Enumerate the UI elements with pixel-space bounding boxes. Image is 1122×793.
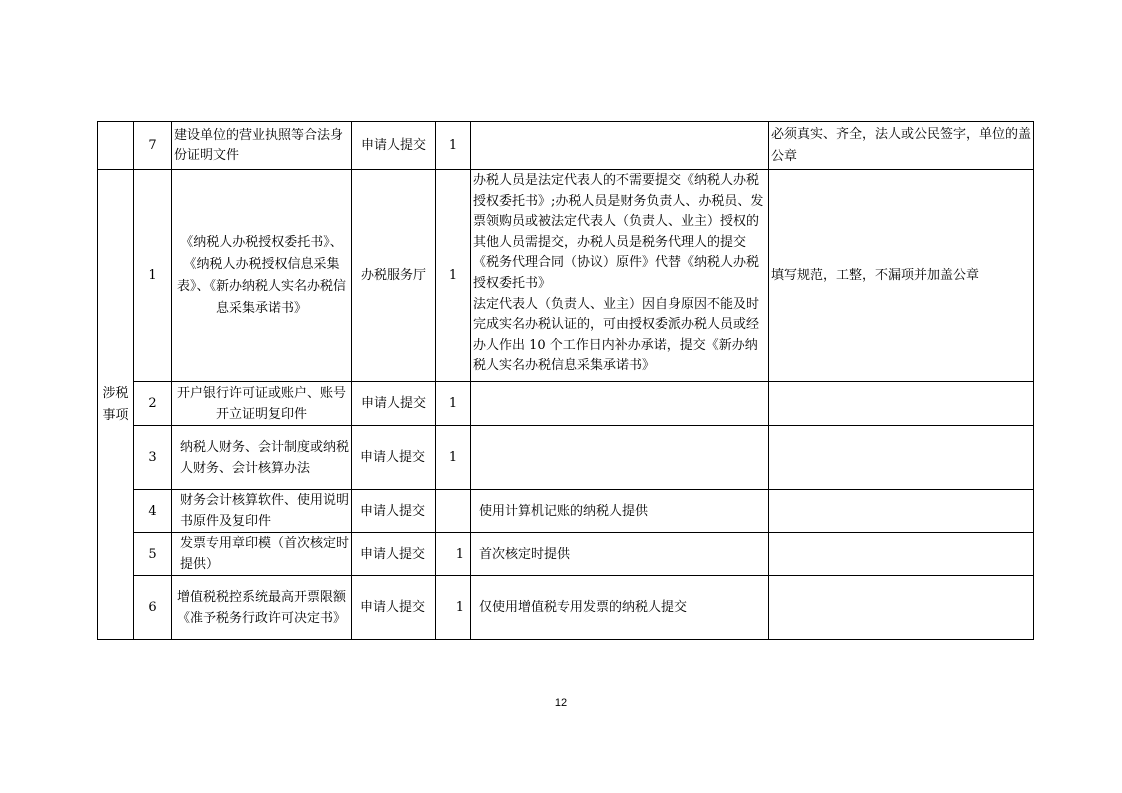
material-name: 《纳税人办税授权委托书》、《纳税人办税授权信息采集表》、《新办纳税人实名办税信息采集承诺书》	[172, 170, 352, 382]
material-name: 建设单位的营业执照等合法身份证明文件	[172, 122, 352, 170]
material-source: 办税服务厅	[352, 170, 436, 382]
row-number: 3	[134, 426, 172, 490]
material-source: 申请人提交	[352, 576, 436, 640]
material-note: 仅使用增值税专用发票的纳税人提交	[471, 576, 769, 640]
material-requirement: 填写规范，工整，不漏项并加盖公章	[769, 170, 1034, 382]
table-row	[98, 533, 1034, 576]
page-number: 12	[554, 697, 568, 709]
row-number: 7	[134, 122, 172, 170]
material-requirement	[769, 382, 1034, 426]
row-number: 2	[134, 382, 172, 426]
table-row	[98, 576, 1034, 640]
table-row	[98, 490, 1034, 533]
category-cell-empty	[98, 122, 134, 170]
copies-count: 1	[436, 170, 471, 382]
material-requirement: 必须真实、齐全，法人或公民签字，单位的盖公章	[769, 122, 1034, 170]
copies-count	[436, 490, 471, 533]
materials-table	[97, 121, 1034, 640]
copies-count: 1	[436, 576, 471, 640]
table-row	[98, 122, 1034, 170]
material-source: 申请人提交	[352, 122, 436, 170]
material-requirement	[769, 426, 1034, 490]
copies-count: 1	[436, 122, 471, 170]
copies-count: 1	[436, 533, 471, 576]
material-requirement	[769, 533, 1034, 576]
material-source: 申请人提交	[352, 490, 436, 533]
row-number: 4	[134, 490, 172, 533]
material-note	[471, 122, 769, 170]
material-requirement	[769, 490, 1034, 533]
row-number: 1	[134, 170, 172, 382]
category-label	[98, 170, 134, 640]
material-source: 申请人提交	[352, 426, 436, 490]
table-row	[98, 170, 1034, 382]
material-name: 增值税税控系统最高开票限额《准予税务行政许可决定书》	[172, 576, 352, 640]
copies-count: 1	[436, 426, 471, 490]
table-row	[98, 426, 1034, 490]
material-requirement	[769, 576, 1034, 640]
material-source: 申请人提交	[352, 382, 436, 426]
material-note: 办税人员是法定代表人的不需要提交《纳税人办税授权委托书》;办税人员是财务负责人、办税员、发票领购员或被法定代表人（负责人、业主）授权的其他人员需提交，办税人员是税务代理人的提交《税务代理合同（协议）原件》代替《纳税人办税授权委托书》 法定代表人（负责人、业主）因自身原因不能及时完成实名办税认证的，可由授权委派办税人员或经办人作出 10 个工作日内补办承诺，提交《新办纳税人实名办税信息采集承诺书》	[471, 170, 769, 382]
material-note: 首次核定时提供	[471, 533, 769, 576]
copies-count: 1	[436, 382, 471, 426]
material-name: 开户银行许可证或账户、账号开立证明复印件	[172, 382, 352, 426]
row-number: 6	[134, 576, 172, 640]
material-note: 使用计算机记账的纳税人提供	[471, 490, 769, 533]
material-name: 财务会计核算软件、使用说明书原件及复印件	[172, 490, 352, 533]
material-note	[471, 382, 769, 426]
table-row	[98, 382, 1034, 426]
material-name: 纳税人财务、会计制度或纳税人财务、会计核算办法	[172, 426, 352, 490]
material-name: 发票专用章印模（首次核定时提供）	[172, 533, 352, 576]
material-note	[471, 426, 769, 490]
material-source: 申请人提交	[352, 533, 436, 576]
category-label-text: 涉税 事项	[102, 385, 129, 423]
row-number: 5	[134, 533, 172, 576]
